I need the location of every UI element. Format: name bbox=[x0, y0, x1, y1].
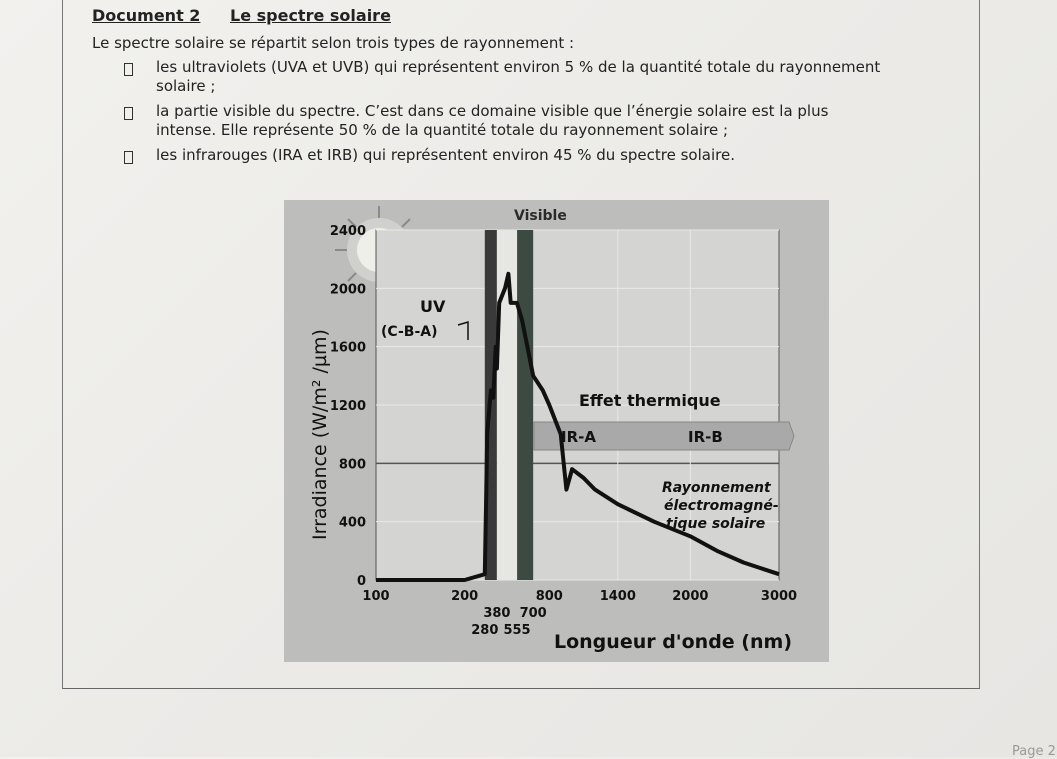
x-tick-label: 280 bbox=[471, 623, 499, 638]
radiation-label-line3: tique solaire bbox=[666, 516, 766, 532]
bullet-line: intense. Elle représente 50 % de la quantité totale du rayonnement solaire ; bbox=[156, 121, 729, 139]
y-tick-label: 2400 bbox=[329, 224, 366, 239]
bullet-list bbox=[118, 58, 918, 171]
y-tick-label: 800 bbox=[338, 457, 366, 473]
bullet-icon bbox=[124, 107, 133, 120]
band-visible bbox=[517, 230, 533, 580]
x-tick-label: 2000 bbox=[672, 589, 709, 604]
x-tick-label: 555 bbox=[503, 623, 531, 638]
x-tick-label: 800 bbox=[535, 589, 563, 604]
list-item bbox=[118, 146, 918, 165]
y-tick-label: 0 bbox=[356, 574, 366, 589]
document-title: Le spectre solaire bbox=[230, 6, 391, 25]
radiation-label-line2: électromagné- bbox=[664, 498, 779, 514]
x-tick-label: 1400 bbox=[599, 589, 636, 604]
bullet-icon bbox=[124, 151, 133, 164]
intro-text: Le spectre solaire se répartit selon trois types de rayonnement : bbox=[92, 34, 575, 52]
list-item bbox=[118, 58, 918, 96]
document-label: Document 2 bbox=[92, 6, 201, 25]
y-tick-label: 1600 bbox=[329, 340, 366, 356]
x-tick-label: 100 bbox=[362, 589, 390, 604]
uv-label: UV bbox=[420, 297, 446, 316]
y-tick-label: 1200 bbox=[329, 399, 366, 414]
list-item bbox=[118, 102, 918, 140]
x-tick-label: 200 bbox=[451, 589, 479, 604]
y-tick-label: 2000 bbox=[329, 282, 366, 298]
bullet-line: les ultraviolets (UVA et UVB) qui représentent environ 5 % de la quantité totale du rayonnement bbox=[156, 58, 881, 76]
y-axis-title: Irradiance (W/m² /µm) bbox=[309, 329, 331, 540]
uv-sublabel: (C-B-A) bbox=[381, 324, 438, 340]
solar-spectrum-chart bbox=[284, 200, 829, 662]
x-tick-label: 700 bbox=[519, 606, 547, 621]
thermal-effect-label: Effet thermique bbox=[579, 391, 721, 410]
bullet-line: solaire ; bbox=[156, 77, 216, 95]
ir-b-label: IR-B bbox=[688, 428, 723, 446]
y-tick-label: 400 bbox=[338, 515, 366, 531]
radiation-label-line1: Rayonnement bbox=[662, 480, 771, 496]
visible-label: Visible bbox=[514, 208, 567, 224]
x-tick-label: 3000 bbox=[760, 589, 798, 604]
bullet-line: la partie visible du spectre. C’est dans ce domaine visible que l’énergie solaire est la plus bbox=[156, 102, 829, 120]
ir-a-label: IR-A bbox=[561, 428, 596, 446]
document-header bbox=[92, 6, 391, 25]
bullet-line: les infrarouges (IRA et IRB) qui représentent environ 45 % du spectre solaire. bbox=[156, 146, 735, 164]
x-axis-title: Longueur d'onde (nm) bbox=[554, 631, 793, 653]
page-number: Page 2 bbox=[1012, 744, 1056, 759]
bullet-icon bbox=[124, 63, 133, 76]
x-tick-label: 380 bbox=[483, 606, 511, 621]
